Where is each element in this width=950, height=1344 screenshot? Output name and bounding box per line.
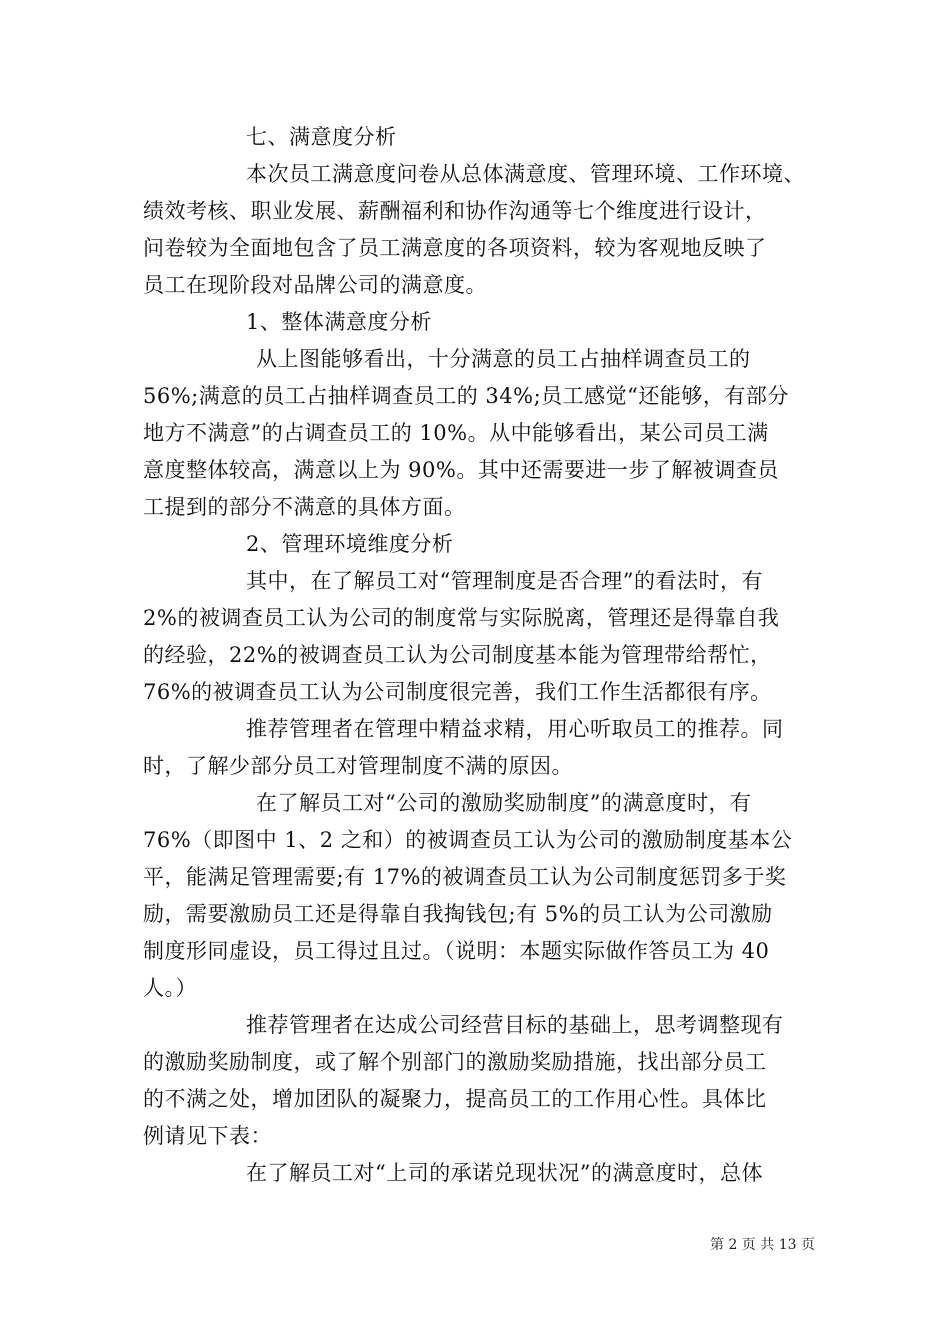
subsection-heading: 2、管理环境维度分析 <box>246 532 454 556</box>
paragraph-line: 的激励奖励制度，或了解个别部门的激励奖励措施，找出部分员工 <box>143 1050 767 1074</box>
paragraph-line: 的经验，22%的被调查员工认为公司制度基本能为管理带给帮忙， <box>143 643 772 667</box>
paragraph-line: 员工在现阶段对品牌公司的满意度。 <box>143 273 487 297</box>
paragraph-line: 时，了解少部分员工对管理制度不满的原因。 <box>143 754 573 778</box>
paragraph-line: 励，需要激励员工还是得靠自我掏钱包;有 5%的员工认为公司激励 <box>143 902 773 926</box>
paragraph-line: 从上图能够看出，十分满意的员工占抽样调查员工的 <box>256 347 751 371</box>
paragraph-line: 意度整体较高，满意以上为 90%。其中还需要进一步了解被调查员 <box>143 458 779 482</box>
paragraph-line: 问卷较为全面地包含了员工满意度的各项资料，较为客观地反映了 <box>143 236 767 260</box>
paragraph-line: 制度形同虚设，员工得过且过。（说明：本题实际做作答员工为 40 <box>143 939 770 963</box>
paragraph-line: 本次员工满意度问卷从总体满意度、管理环境、工作环境、 <box>246 162 805 186</box>
paragraph-line: 推荐管理者在管理中精益求精，用心听取员工的推荐。同 <box>246 717 784 741</box>
page-number-footer: 第 2 页 共 13 页 <box>710 1237 815 1253</box>
paragraph-line: 平，能满足管理需要;有 17%的被调查员工认为公司制度惩罚多于奖 <box>143 865 787 889</box>
paragraph-line: 例请见下表： <box>143 1124 272 1148</box>
section-heading: 七、满意度分析 <box>246 125 397 149</box>
paragraph-line: 76%的被调查员工认为公司制度很完善，我们工作生活都很有序。 <box>143 680 772 704</box>
paragraph-line: 的不满之处，增加团队的凝聚力，提高员工的工作用心性。具体比 <box>143 1087 767 1111</box>
paragraph-line: 人。） <box>143 976 197 1000</box>
paragraph-line: 2%的被调查员工认为公司的制度常与实际脱离，管理还是得靠自我 <box>143 606 780 630</box>
paragraph-line: 在了解员工对“上司的承诺兑现状况”的满意度时，总体 <box>246 1161 763 1185</box>
paragraph-line: 地方不满意”的占调查员工的 10%。从中能够看出，某公司员工满 <box>143 421 769 445</box>
paragraph-line: 76%（即图中 1、2 之和）的被调查员工认为公司的激励制度基本公 <box>143 828 793 852</box>
paragraph-line: 其中，在了解员工对“管理制度是否合理”的看法时，有 <box>246 569 763 593</box>
subsection-heading: 1、整体满意度分析 <box>246 310 432 334</box>
paragraph-line: 56%;满意的员工占抽样调查员工的 34%;员工感觉“还能够，有部分 <box>143 384 789 408</box>
paragraph-line: 推荐管理者在达成公司经营目标的基础上，思考调整现有 <box>246 1013 784 1037</box>
paragraph-line: 在了解员工对“公司的激励奖励制度”的满意度时，有 <box>256 791 752 815</box>
paragraph-line: 绩效考核、职业发展、薪酬福利和协作沟通等七个维度进行设计， <box>143 199 767 223</box>
paragraph-line: 工提到的部分不满意的具体方面。 <box>143 495 466 519</box>
